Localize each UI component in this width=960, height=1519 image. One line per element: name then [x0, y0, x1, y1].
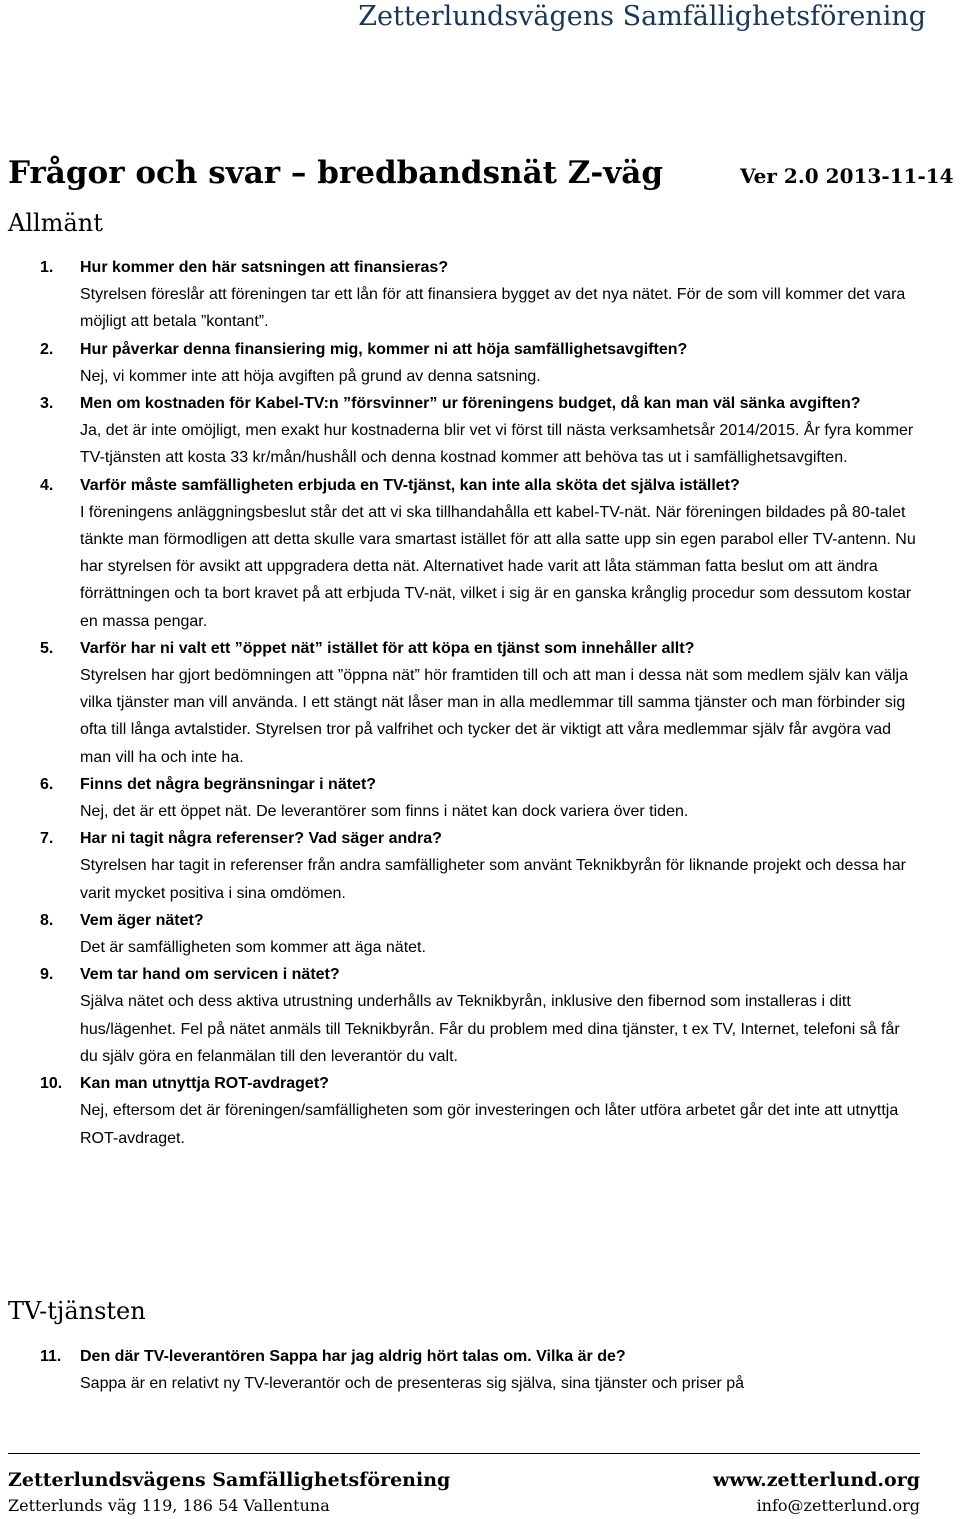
footer-email: info@zetterlund.org [756, 1496, 920, 1515]
qa-list-allmant [0, 254, 960, 1152]
section-heading-allmant: Allmänt [8, 209, 103, 237]
question-number: 6. [40, 775, 54, 793]
question-text: Men om kostnaden för Kabel-TV:n ”försvinner” ur föreningens budget, då kan man väl sänka avgiften? [80, 395, 861, 413]
footer-org-name: Zetterlundsvägens Samfällighetsförening [8, 1469, 451, 1491]
question-number: 10. [40, 1075, 63, 1093]
footer-address: Zetterlunds väg 119, 186 54 Vallentuna [8, 1496, 330, 1515]
question-text: Vem äger nätet? [80, 911, 204, 929]
question-text: Hur påverkar denna finansiering mig, kommer ni att höja samfällighetsavgiften? [80, 340, 688, 358]
answer-text: Sappa är en relativt ny TV-leverantör och de presenteras sig själva, sina tjänster och priser på [80, 1375, 745, 1393]
question-text: Finns det några begränsningar i nätet? [80, 775, 377, 793]
qa-item-10 [0, 1070, 960, 1152]
answer-text: Nej, det är ett öppet nät. De leverantörer som finns i nätet kan dock variera över tiden. [80, 803, 689, 821]
qa-item-4 [0, 472, 960, 635]
qa-list-tv-tjansten [0, 1343, 960, 1397]
answer-text: Ja, det är inte omöjligt, men exakt hur kostnaderna blir vet vi först till nästa verksamhetsår 2014/2015. År fyra kommer TV-tjänsten att kosta 33 kr/mån/hushåll och denna kostnad kommer att behöva tas ut i samfällighetsavgiften. [80, 422, 914, 467]
question-number: 9. [40, 966, 54, 984]
qa-item-8 [0, 907, 960, 961]
qa-item-9 [0, 961, 960, 1070]
question-number: 4. [40, 476, 54, 494]
qa-item-6 [0, 771, 960, 825]
footer-divider [8, 1453, 920, 1454]
answer-text: Nej, vi kommer inte att höja avgiften på grund av denna satsning. [80, 367, 541, 385]
document-version: Ver 2.0 2013-11-14 [740, 164, 954, 188]
qa-item-3 [0, 390, 960, 472]
qa-item-1 [0, 254, 960, 336]
question-number: 11. [40, 1348, 62, 1365]
document-title: Frågor och svar – bredbandsnät Z-väg [8, 155, 664, 191]
question-number: 1. [40, 259, 54, 276]
answer-text: Styrelsen har gjort bedömningen att ”öppna nät” hör framtiden till och att man i dessa nät som medlem själv kan välja vilka tjänster man vill använda. I ett stängt nät låser man in alla medlemmar till samma tjänster och man förbinder sig ofta till långa avtalstider. Styrelsen tror på valfrihet och tycker det är viktigt att våra medlemmar själv får avgöra vad man vill ha och inte ha. [80, 667, 908, 766]
question-text: Hur kommer den här satsningen att finansieras? [80, 259, 449, 276]
qa-item-2 [0, 336, 960, 390]
question-text: Kan man utnyttja ROT-avdraget? [80, 1075, 329, 1093]
footer-website: www.zetterlund.org [712, 1469, 920, 1491]
question-text: Varför har ni valt ett ”öppet nät” istället för att köpa en tjänst som innehåller allt? [80, 639, 695, 657]
answer-text: Själva nätet och dess aktiva utrustning underhålls av Teknikbyrån, inklusive den fibernod som installeras i ditt hus/lägenhet. Fel på nätet anmäls till Teknikbyrån. Får du problem med dina tjänster, t ex TV, Internet, telefoni så får du själv göra en felanmälan till den leverantör du valt. [80, 993, 900, 1065]
section-heading-tv-tjansten: TV-tjänsten [8, 1297, 146, 1325]
qa-item-7 [0, 825, 960, 907]
answer-text: Styrelsen föreslår att föreningen tar ett lån för att finansiera bygget av det nya nätet. För de som vill kommer det vara möjligt att betala ”kontant”. [80, 286, 906, 331]
question-number: 8. [40, 911, 54, 929]
question-number: 7. [40, 830, 54, 848]
answer-text: Det är samfälligheten som kommer att äga nätet. [80, 939, 426, 957]
qa-item-5 [0, 635, 960, 771]
qa-item-11 [0, 1343, 960, 1397]
question-number: 3. [40, 395, 54, 413]
answer-text: Styrelsen har tagit in referenser från andra samfälligheter som använt Teknikbyrån för liknande projekt och dessa har varit mycket positiva i sina omdömen. [80, 857, 906, 902]
answer-text: Nej, eftersom det är föreningen/samfälligheten som gör investeringen och låter utföra arbetet går det inte att utnyttja ROT-avdraget. [80, 1102, 899, 1147]
question-text: Varför måste samfälligheten erbjuda en TV-tjänst, kan inte alla sköta det själva istället? [80, 476, 740, 494]
question-text: Vem tar hand om servicen i nätet? [80, 966, 340, 984]
header-title: Zetterlundsvägens Samfällighetsförening [358, 1, 926, 32]
answer-text: I föreningens anläggningsbeslut står det att vi ska tillhandahålla ett kabel-TV-nät. När föreningen bildades på 80-talet tänkte man förmodligen att detta skulle vara smartast istället för att alla satte upp sin egen parabol eller TV-antenn. Nu har styrelsen för avsikt att uppgradera detta nät. Alternativet hade varit att låta stämman fatta beslut om att ändra förrättningen och ta bort kravet på att erbjuda TV-nät, vilket i sig är en ganska krånglig procedur som dessutom kostar en massa pengar. [80, 503, 916, 630]
question-number: 5. [40, 639, 54, 657]
question-text: Har ni tagit några referenser? Vad säger andra? [80, 830, 442, 848]
question-text: Den där TV-leverantören Sappa har jag aldrig hört talas om. Vilka är de? [80, 1348, 626, 1365]
question-number: 2. [40, 340, 54, 358]
